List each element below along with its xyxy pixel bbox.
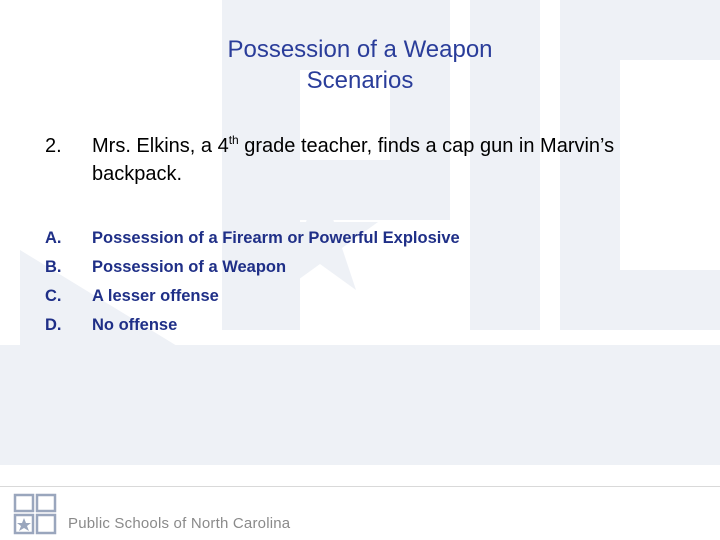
title-line-2: Scenarios [306,67,414,94]
footer-divider [0,486,720,487]
question-superscript: th [228,133,239,147]
answer-list [45,229,685,345]
answer-text: A lesser offense [92,287,219,305]
nc-dpi-logo-icon [12,492,60,536]
answer-text: Possession of a Firearm or Powerful Explosive [92,229,460,247]
answer-text: Possession of a Weapon [92,258,287,276]
answer-letter: D. [45,316,62,334]
answer-option-a[interactable] [45,229,685,258]
question-text [92,132,672,188]
question-number: 2. [45,135,62,157]
answer-option-c[interactable] [45,287,685,316]
question-text-after: grade teacher, finds a cap gun in Marvin’s backpack. [92,135,615,185]
footer-organization: Public Schools of North Carolina [68,515,291,532]
title-line-1: Possession of a Weapon [227,36,493,63]
answer-letter: A. [45,229,62,247]
answer-text: No offense [92,316,178,334]
question-text-before: Mrs. Elkins, a 4 [92,135,229,157]
answer-letter: B. [45,258,62,276]
answer-option-b[interactable] [45,258,685,287]
slide-title [130,34,590,96]
answer-option-d[interactable] [45,316,685,345]
answer-letter: C. [45,287,62,305]
